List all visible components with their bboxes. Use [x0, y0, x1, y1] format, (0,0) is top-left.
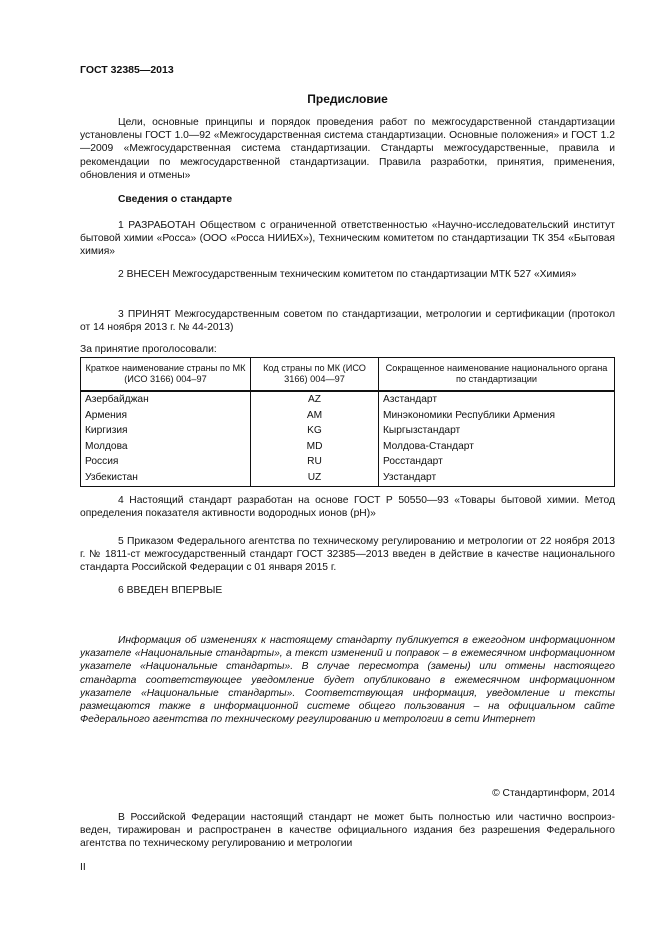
intro-paragraph: Цели, основные принципы и порядок проведения работ по межгосударственной стандартизации установлены ГОСТ 1.0—92 «Межгосударственная система стандартизации. Основные положения» и ГОСТ 1.2—2009 «Межгосударственная система стандартизации. Стандарты межгосударственные, правила и рекомендации по межгосударственной стандартизации. Правила разработки, принятия, применения, обновления и отмены»: [80, 117, 615, 181]
about-standard-heading: Сведения о стандарте: [118, 194, 233, 205]
page-title: Предисловие: [307, 92, 388, 106]
copyright: © Стандартинформ, 2014: [492, 788, 615, 799]
document-page: [80, 0, 615, 935]
cell-body: Молдова-Стандарт: [379, 439, 615, 455]
vote-label: За принятие проголосовали:: [80, 344, 217, 355]
table-row: [81, 423, 615, 439]
item-order: 5 Приказом Федерального агентства по техническому регулированию и метрологии от 22 ноября 2013 г. № 1811-ст межгосударственный стандарт ГОСТ 32385—2013 введен в действие в качестве национального стандарта Российской Федерации с 01 января 2015 г.: [80, 536, 615, 574]
column-header-code: Код страны по МК (ИСО 3166) 004—97: [251, 358, 379, 392]
cell-code: UZ: [251, 470, 379, 486]
column-header-country: Краткое наименование страны по МК (ИСО 3166) 004–97: [81, 358, 251, 392]
item-adopted: 3 ПРИНЯТ Межгосударственным советом по стандартизации, метрологии и сертификации (протокол от 14 ноября 2013 г. № 44-2013): [80, 309, 615, 334]
item-developed: 1 РАЗРАБОТАН Обществом с ограниченной ответственностью «Научно-исследовательский институт бытовой химии «Росса» (ООО «Росса НИИБХ»), Техническим комитетом по стандартизации ТК 354 «Бытовая химия»: [80, 220, 615, 258]
voting-countries-table: [80, 357, 615, 487]
table-row: [81, 470, 615, 486]
item-first-introduced: 6 ВВЕДЕН ВПЕРВЫЕ: [118, 585, 223, 596]
cell-code: AM: [251, 408, 379, 424]
legal-notice: В Российской Федерации настоящий стандарт не может быть полностью или частично воспроиз-веден, тиражирован и распространен в качестве официального издания без разрешения Федерального агентства по техническому регулированию и метрологии: [80, 812, 615, 850]
cell-body: Росстандарт: [379, 454, 615, 470]
standard-code-header: ГОСТ 32385—2013: [80, 64, 174, 76]
item-submitted: 2 ВНЕСЕН Межгосударственным техническим комитетом по стандартизации МТК 527 «Химия»: [118, 269, 577, 280]
table-header-row: [81, 358, 615, 392]
cell-country: Россия: [81, 454, 251, 470]
table-row: [81, 454, 615, 470]
cell-code: AZ: [251, 391, 379, 408]
cell-body: Минэкономики Республики Армения: [379, 408, 615, 424]
cell-country: Киргизия: [81, 423, 251, 439]
cell-country: Азербайджан: [81, 391, 251, 408]
page-number: II: [80, 862, 86, 873]
cell-body: Узстандарт: [379, 470, 615, 486]
item-basis: 4 Настоящий стандарт разработан на основе ГОСТ Р 50550—93 «Товары бытовой химии. Метод определения показателя активности водородных ионов (pH)»: [80, 495, 615, 520]
cell-country: Армения: [81, 408, 251, 424]
table-row: [81, 439, 615, 455]
cell-country: Узбекистан: [81, 470, 251, 486]
cell-code: KG: [251, 423, 379, 439]
cell-country: Молдова: [81, 439, 251, 455]
column-header-body: Сокращенное наименование национального органа по стандартизации: [379, 358, 615, 392]
changes-info-notice: Информация об изменениях к настоящему стандарту публикуется в ежегодном информационном указателе «Национальные стандарты», а текст изменений и поправок – в ежемесячном информационном указателе «Национальные стандарты». В случае пересмотра (замены) или отмены настоящего стандарта соответствующее уведомление будет опубликовано в ежемесячном информационном указателе «Национальные стандарты». Соответствующая информация, уведомление и тексты размещаются также в информационной системе общего пользования – на официальном сайте Федерального агентства по техническому регулированию и метрологии в сети Интернет: [80, 635, 615, 726]
table-row: [81, 408, 615, 424]
cell-code: MD: [251, 439, 379, 455]
cell-code: RU: [251, 454, 379, 470]
table-row: [81, 391, 615, 408]
cell-body: Азстандарт: [379, 391, 615, 408]
cell-body: Кыргызстандарт: [379, 423, 615, 439]
